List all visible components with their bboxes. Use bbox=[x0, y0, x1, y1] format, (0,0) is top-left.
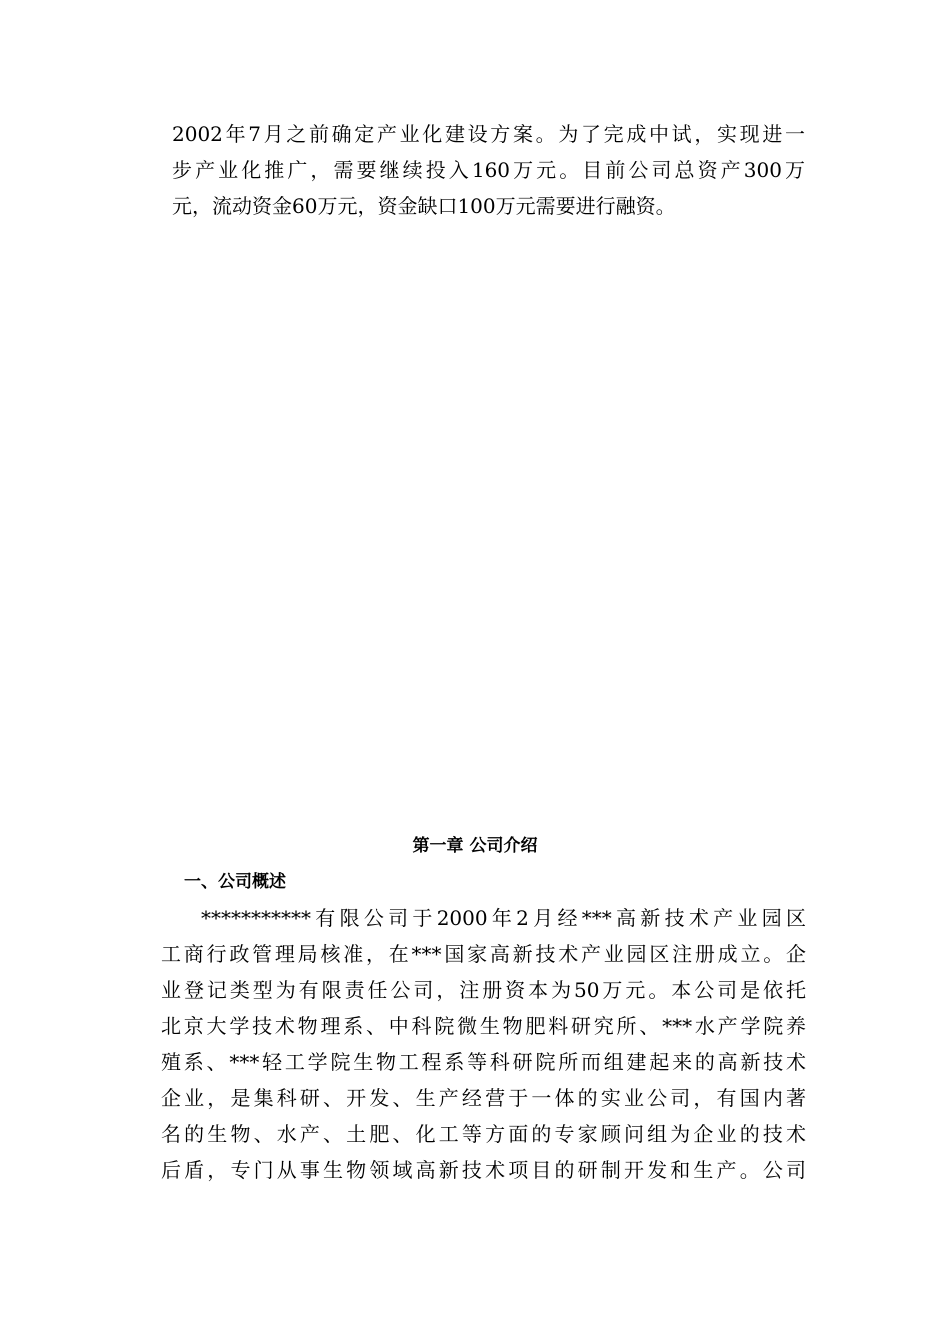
company-overview-paragraph bbox=[161, 900, 806, 1188]
text-line: 步产业化推广，需要继续投入160万元。目前公司总资产300万 bbox=[172, 158, 805, 182]
text-line: ***********有限公司于2000年2月经***高新技术产业园区 bbox=[201, 906, 806, 930]
text-line: 北京大学技术物理系、中科院微生物肥料研究所、***水产学院养 bbox=[161, 1014, 806, 1038]
text-line: 后盾，专门从事生物领域高新技术项目的研制开发和生产。公司 bbox=[161, 1158, 806, 1182]
text-line: 2002年7月之前确定产业化建设方案。为了完成中试，实现进一 bbox=[172, 122, 805, 146]
text-line: 业登记类型为有限责任公司，注册资本为50万元。本公司是依托 bbox=[161, 978, 806, 1002]
section-heading: 一、公司概述 bbox=[184, 872, 286, 892]
chapter-title: 第一章 公司介绍 bbox=[412, 836, 538, 856]
text-line: 元，流动资金60万元，资金缺口100万元需要进行融资。 bbox=[172, 194, 676, 218]
text-line: 名的生物、水产、土肥、化工等方面的专家顾问组为企业的技术 bbox=[161, 1122, 806, 1146]
financing-paragraph bbox=[172, 116, 805, 224]
text-line: 殖系、***轻工学院生物工程系等科研院所而组建起来的高新技术 bbox=[161, 1050, 806, 1074]
text-line: 工商行政管理局核准，在***国家高新技术产业园区注册成立。企 bbox=[161, 942, 806, 966]
text-line: 企业，是集科研、开发、生产经营于一体的实业公司，有国内著 bbox=[161, 1086, 806, 1110]
